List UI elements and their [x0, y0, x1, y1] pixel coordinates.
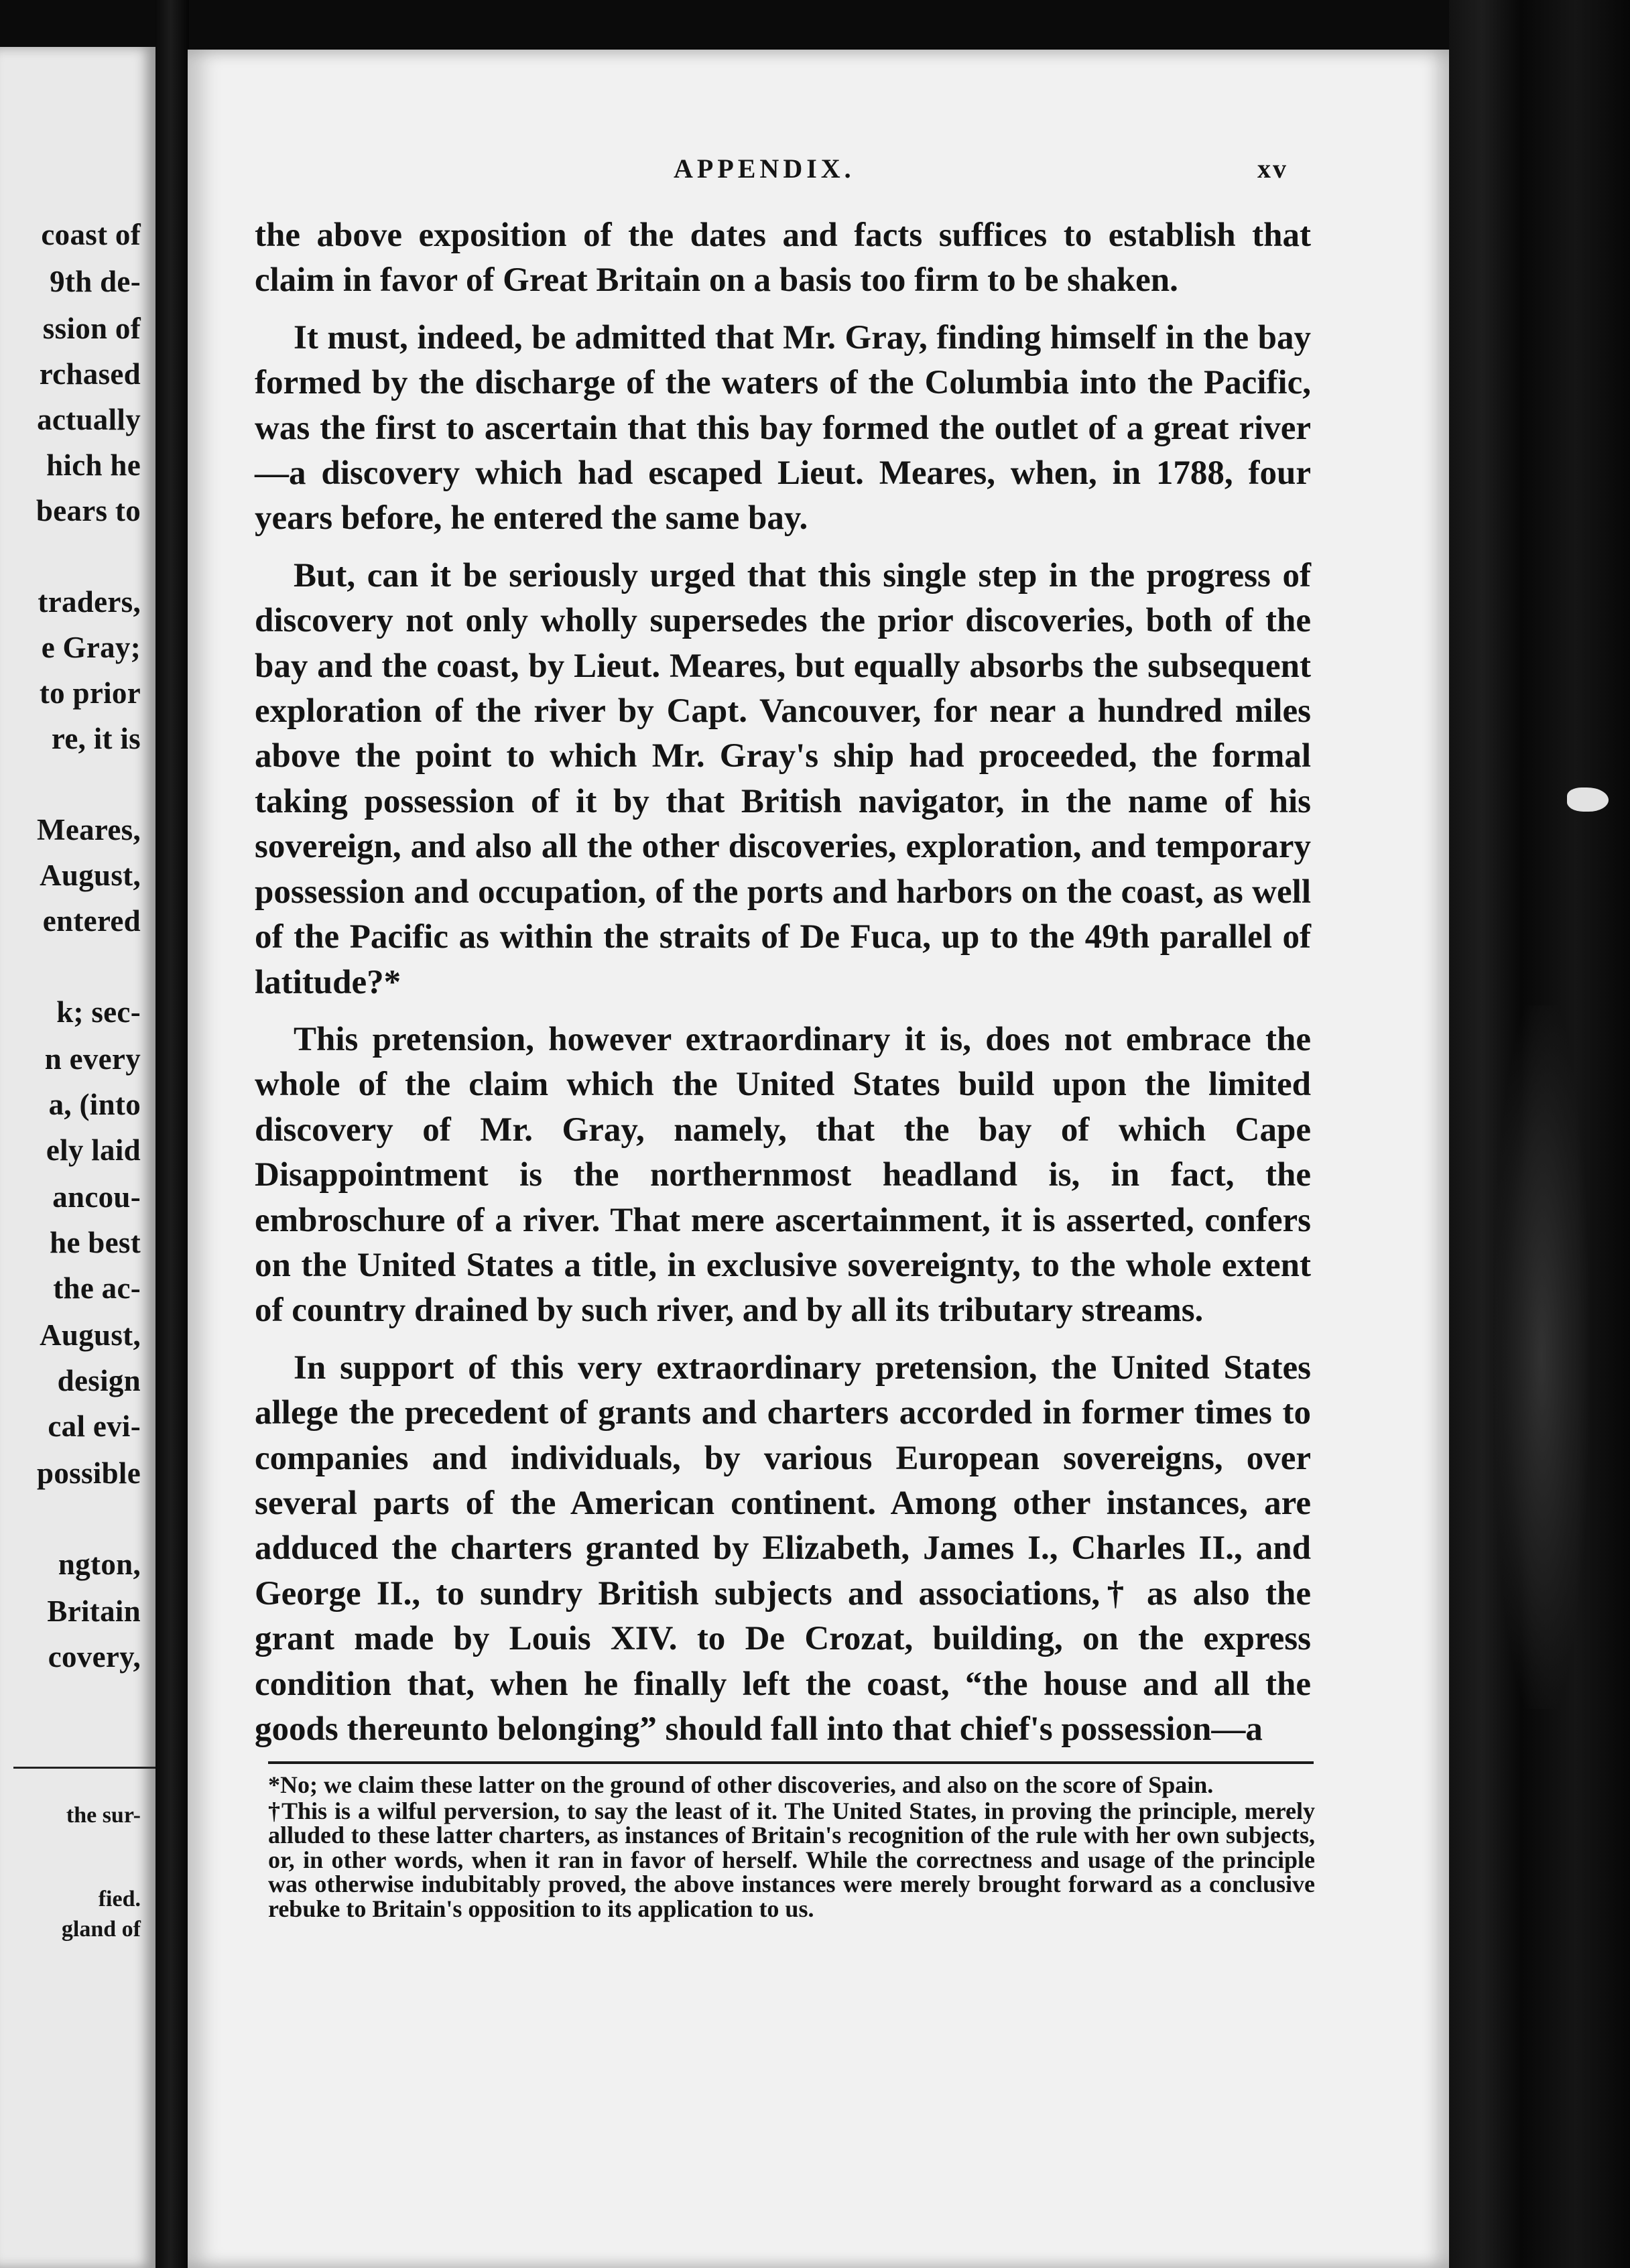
paragraph: This pretension, however extraordinary it is, does not embrace the whole of the claim which the United States build upon the limited discovery of Mr. Gray, namely, that the bay of which Cape Disappointment is the northernmost headland is, in fact, the embroschure of a river. That mere ascertainment, it is asserted, confers on the United States a title, in exclusive sovereignty, to the whole extent of country drained by such river, and by all its tributary streams.	[255, 1020, 1311, 1330]
footnotes	[268, 1773, 1315, 1921]
left-page-line: hich he	[46, 448, 141, 482]
paragraph: It must, indeed, be admitted that Mr. Gray, finding himself in the bay formed by the discharge of the waters of the Columbia into the Pacific, was the first to ascertain that this bay formed the outlet of a great river—a discovery which had escaped Lieut. Meares, when, in 1788, four years before, he entered the same bay.	[255, 318, 1311, 538]
left-page-line: design	[57, 1364, 141, 1397]
left-page-line: ngton,	[58, 1548, 141, 1581]
book-gutter	[155, 0, 189, 2268]
left-page-note: gland of	[61, 1917, 141, 1942]
footnote-rule	[268, 1761, 1314, 1764]
footnote: †This is a wilful perversion, to say the least of it. The United States, in proving the principle, merely alluded to these latter charters, as instances of Britain's recognition of the rule with her own subjects, or, in other words, when it ran in favor of herself. While the correctness and usage of the principle was otherwise indubitably proved, the above instances were merely brought forward as a conclusive rebuke to Britain's opposition to its application to us.	[268, 1797, 1315, 1922]
left-page-line: covery,	[48, 1640, 141, 1674]
left-page-line: re, it is	[51, 722, 141, 755]
left-page-line: a, (into	[48, 1088, 141, 1121]
left-page-line: cal evi-	[48, 1409, 141, 1443]
left-page-line: ssion of	[42, 312, 141, 345]
left-page-line: k; sec-	[56, 995, 141, 1029]
running-head: APPENDIX.	[674, 153, 855, 184]
body-text	[255, 213, 1311, 1752]
left-page-line: actually	[37, 403, 141, 436]
left-page-line: possible	[37, 1456, 141, 1490]
edge-mark	[1567, 788, 1609, 812]
left-page-note: fied.	[98, 1887, 141, 1911]
left-page-line: ancou-	[52, 1180, 141, 1214]
left-page-line: he best	[50, 1226, 141, 1259]
left-footnote-rule	[13, 1767, 155, 1769]
left-page-line: entered	[42, 904, 141, 938]
footnote: *No; we claim these latter on the ground of other discoveries, and also on the score of Spain.	[268, 1771, 1214, 1798]
left-page-line: Britain	[47, 1594, 141, 1628]
paragraph: But, can it be seriously urged that this single step in the progress of discovery not only wholly supersedes the prior discoveries, both of the bay and the coast, by Lieut. Meares, but equally absorbs the subsequent exploration of the river by Capt. Vancouver, for near a hundred miles above the point to which Mr. Gray's ship had proceeded, the formal taking possession of it by that British navigator, in the name of his sovereign, and also all the other discoveries, exploration, and temporary possession and occupation, of the ports and harbors on the coast, as well of the Pacific as within the straits of De Fuca, up to the 49th parallel of latitude?*	[255, 556, 1311, 1001]
left-page-line: bears to	[36, 494, 141, 527]
page-number: xv	[1257, 153, 1288, 184]
left-page-line: Meares,	[37, 813, 141, 846]
left-page-line: August,	[40, 859, 141, 892]
left-page-line: 9th de-	[50, 265, 141, 298]
left-page-line: August,	[40, 1318, 141, 1352]
left-page-note: the sur-	[66, 1803, 141, 1828]
left-page-line: rchased	[39, 357, 141, 391]
left-page-line: coast of	[41, 218, 141, 251]
paragraph: the above exposition of the dates and facts suffices to establish that claim in favor of Great Britain on a basis too firm to be shaken.	[255, 216, 1311, 300]
left-page-line: e Gray;	[41, 631, 141, 664]
edge-stain	[1495, 1005, 1588, 1709]
left-page-line: to prior	[39, 676, 141, 710]
left-page-line: n every	[44, 1042, 141, 1076]
left-page-line: traders,	[38, 585, 141, 619]
paragraph: In support of this very extraordinary pretension, the United States allege the precedent of grants and charters accorded in former times to companies and individuals, by various European sovereigns, over several parts of the American continent. Among other instances, are adduced the charters granted by Elizabeth, James I., Charles II., and George II., to sundry British subjects and associations,† as also the grant made by Louis XIV. to De Crozat, building, on the express condition that, when he finally left the coast, “the house and all the goods thereunto belonging” should fall into that chief's possession—a	[255, 1348, 1311, 1748]
left-page-line: the ac-	[53, 1271, 141, 1305]
left-page-line: ely laid	[46, 1133, 141, 1167]
previous-page	[0, 47, 155, 2268]
